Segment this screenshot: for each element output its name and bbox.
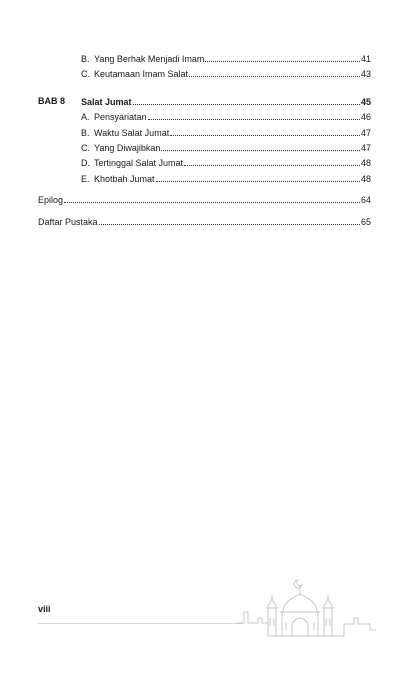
dot-leader bbox=[170, 127, 360, 136]
dot-leader bbox=[205, 53, 360, 62]
footer-rule bbox=[38, 623, 243, 624]
toc-entry-title: Epilog bbox=[38, 195, 64, 205]
toc-entry-letter: C. bbox=[81, 69, 90, 79]
toc-entry-page: 48 bbox=[360, 174, 371, 184]
toc-entry[interactable] bbox=[81, 142, 371, 154]
dot-leader bbox=[161, 142, 360, 151]
dot-leader bbox=[133, 96, 360, 105]
chapter-entry[interactable] bbox=[81, 96, 371, 108]
dot-leader bbox=[148, 111, 360, 120]
toc-entry[interactable] bbox=[81, 127, 371, 139]
dot-leader bbox=[189, 68, 360, 77]
toc-entry-page: 46 bbox=[360, 112, 371, 122]
toc-entry-daftar-pustaka[interactable] bbox=[38, 216, 371, 228]
toc-entry-letter: A. bbox=[81, 112, 90, 122]
chapter-label: BAB 8 bbox=[38, 96, 66, 106]
toc-entry-page: 64 bbox=[360, 195, 371, 205]
toc-entry-page: 65 bbox=[360, 217, 371, 227]
toc-entry-letter: D. bbox=[81, 158, 90, 168]
toc-entry-title: Yang Berhak Menjadi Imam bbox=[94, 54, 205, 64]
toc-entry-title: Khotbah Jumat bbox=[94, 174, 155, 184]
toc-entry-letter: B. bbox=[81, 54, 90, 64]
toc-entry-page: 47 bbox=[360, 143, 371, 153]
toc-entry-letter: C. bbox=[81, 143, 90, 153]
page-number: viii bbox=[38, 604, 51, 614]
toc-entry-title: Yang Diwajibkan bbox=[94, 143, 161, 153]
toc-entry[interactable] bbox=[81, 157, 371, 169]
toc-entry-page: 47 bbox=[360, 128, 371, 138]
dot-leader bbox=[156, 173, 360, 182]
dot-leader bbox=[64, 194, 360, 203]
toc-entry-page: 41 bbox=[360, 54, 371, 64]
toc-entry-title: Waktu Salat Jumat bbox=[94, 128, 170, 138]
toc-entry-title: Keutamaan Imam Salat bbox=[94, 69, 189, 79]
dot-leader bbox=[99, 216, 360, 225]
toc-entry-page: 48 bbox=[360, 158, 371, 168]
toc-entry-page: 43 bbox=[360, 69, 371, 79]
toc-entry[interactable] bbox=[81, 173, 371, 185]
toc-entry-title: Tertinggal Salat Jumat bbox=[94, 158, 184, 168]
dot-leader bbox=[184, 157, 360, 166]
toc-entry[interactable] bbox=[81, 53, 371, 65]
mosque-outline-icon bbox=[236, 574, 376, 646]
toc-entry-letter: B. bbox=[81, 128, 90, 138]
chapter-title: Salat Jumat bbox=[81, 97, 132, 107]
toc-entry-title: Daftar Pustaka bbox=[38, 217, 98, 227]
toc-entry-title: Pensyariatan bbox=[94, 112, 147, 122]
toc-entry-epilog[interactable] bbox=[38, 194, 371, 206]
toc-entry[interactable] bbox=[81, 111, 371, 123]
toc-entry-letter: E. bbox=[81, 174, 90, 184]
chapter-page: 45 bbox=[360, 97, 371, 107]
toc-entry[interactable] bbox=[81, 68, 371, 80]
